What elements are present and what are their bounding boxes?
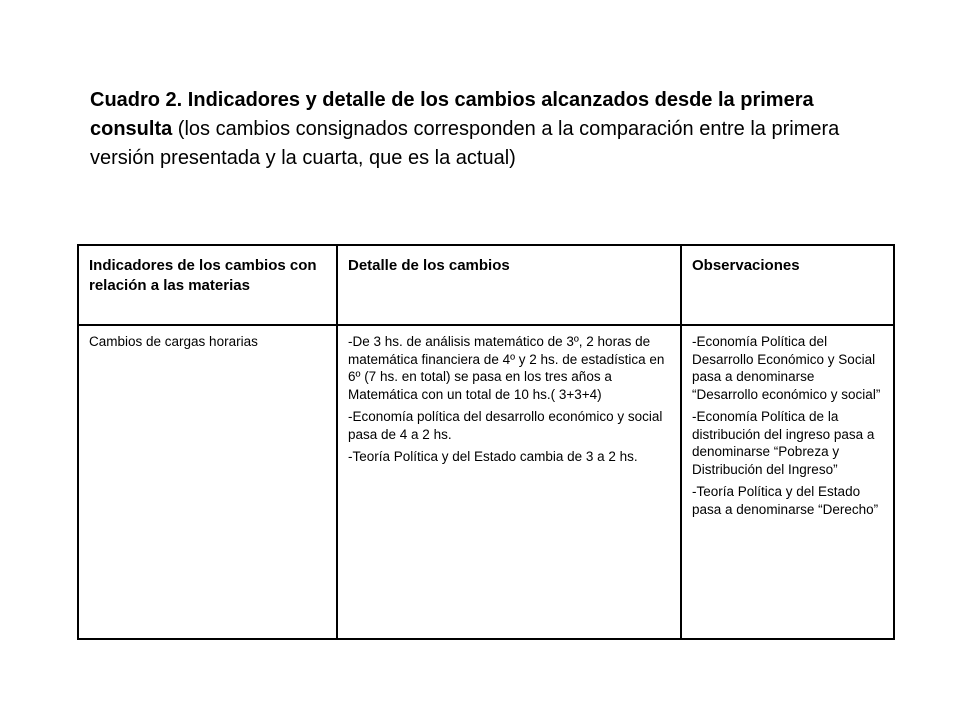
header-details: Detalle de los cambios [337,245,681,325]
cell-details [337,325,681,639]
caption-rest: (los cambios consignados corresponden a la comparación entre la primera versión presentada y la cuarta, que es la actual) [90,118,840,169]
header-observations: Observaciones [681,245,894,325]
header-row [78,245,894,325]
table-caption [90,86,890,173]
detail-paragraph: -De 3 hs. de análisis matemático de 3º, 2 horas de matemática financiera de 4º y 2 hs. de estadística en 6º (7 hs. en total) se pasa en los tres años a Matemática con un total de 10 hs.( 3+3+4) [348,334,665,402]
detail-paragraph: -Economía política del desarrollo económico y social pasa de 4 a 2 hs. [348,409,663,442]
cell-observations [681,325,894,639]
observation-paragraph: -Economía Política de la distribución del ingreso pasa a denominarse “Pobreza y Distribución del Ingreso” [692,409,875,477]
table-row [78,325,894,639]
observation-paragraph: -Teoría Política y del Estado pasa a denominarse “Derecho” [692,484,879,517]
caption-bold: Cuadro 2. Indicadores y detalle de los cambios alcanzados desde la primera consulta [90,89,814,140]
changes-table [77,244,895,640]
observation-paragraph: -Economía Política del Desarrollo Económico y Social pasa a denominarse “Desarrollo económico y social” [692,334,881,402]
header-indicators: Indicadores de los cambios con relación a las materias [78,245,337,325]
cell-indicator: Cambios de cargas horarias [78,325,337,639]
detail-paragraph: -Teoría Política y del Estado cambia de 3 a 2 hs. [348,449,638,464]
